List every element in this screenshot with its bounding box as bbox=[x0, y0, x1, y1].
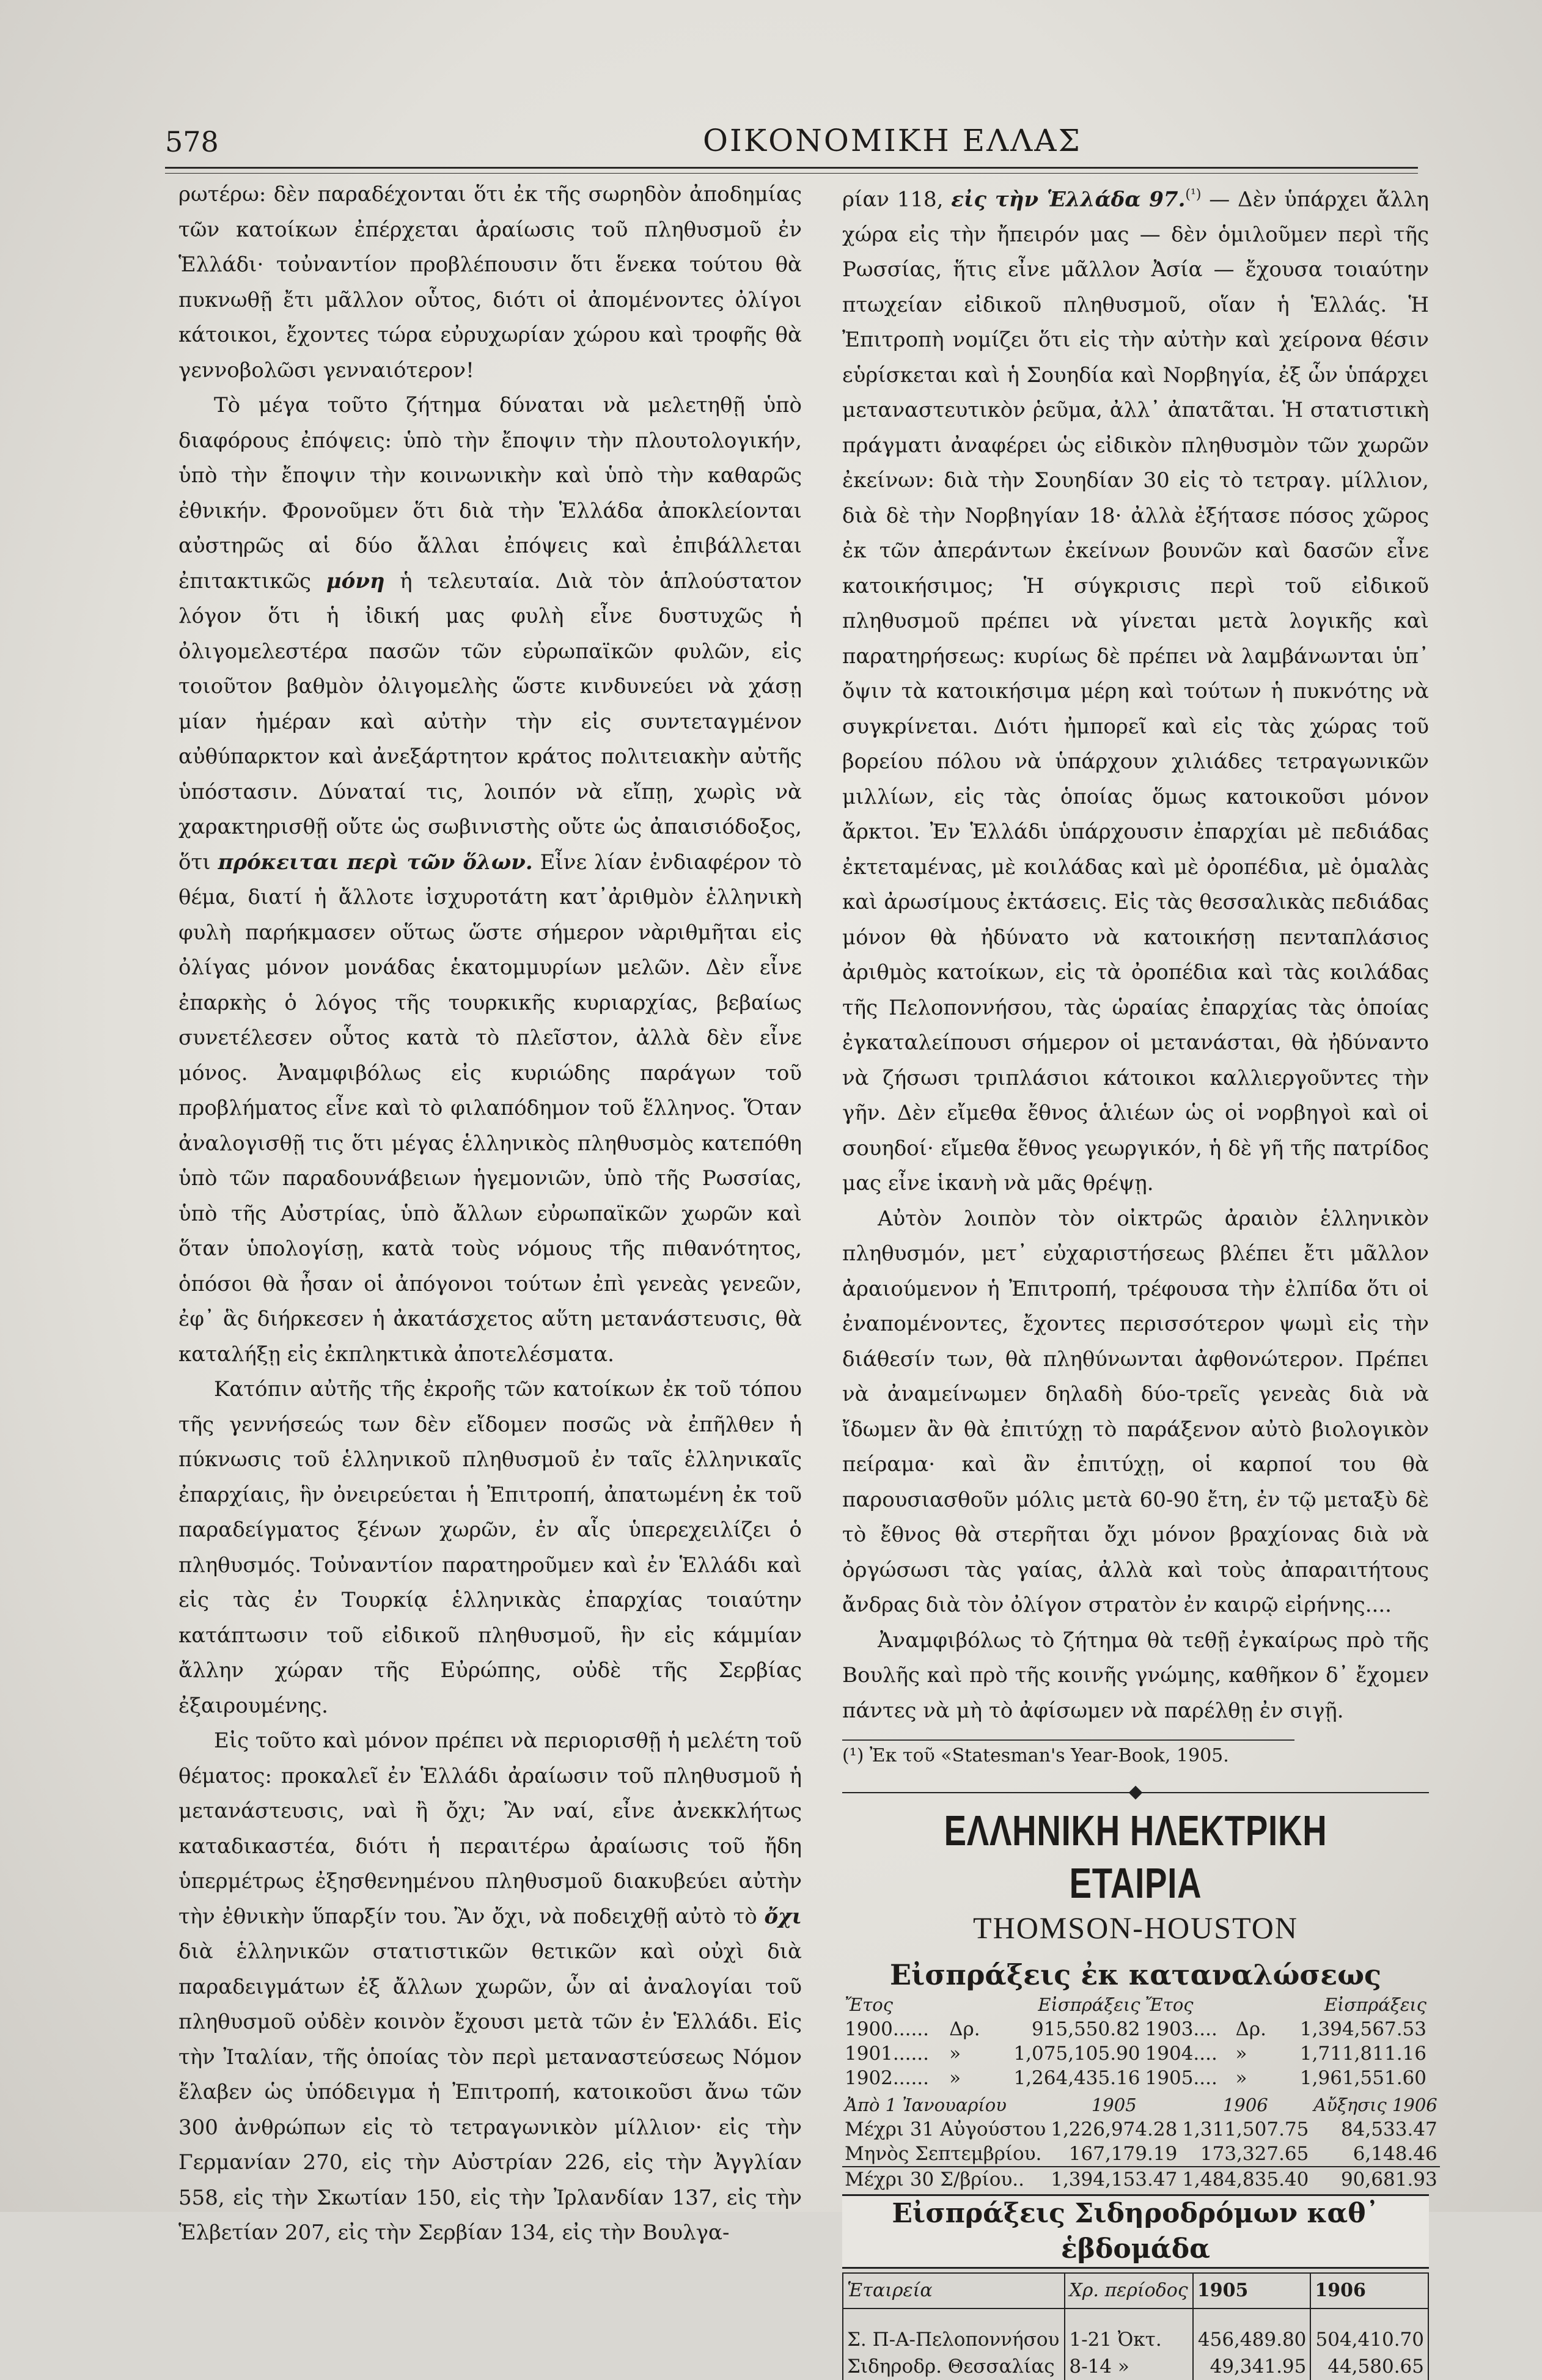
paragraph-text: Κατόπιν αὐτῆς τῆς ἐκροῆς τῶν κατοίκων ἐκ τοῦ τόπου τῆς γεννήσεώς των δὲν εἴδομεν ποσῶς νὰ ἐπῆλθεν ἡ πύκνωσις τοῦ ἑλληνικοῦ πληθυσμοῦ ἐν ταῖς ἑλληνικαῖς ἐπαρχίαις, ἣν ὀνειρεύεται ἡ Ἐπιτροπή, ἀπατωμένη ἐκ τοῦ παραδείγματος ξένων χωρῶν, ἐν αἷς ὑπερεχειλίζει ὁ πληθυσμός. Τοὐναντίον παρατηροῦμεν καὶ ἐν Ἑλλάδι καὶ εἰς τὰς ἐν Τουρκίᾳ ἑλληνικὰς ἐπαρχίας τοιαύτην κατάπτωσιν τοῦ εἰδικοῦ πληθυσμοῦ, ἣν εἰς κάμμίαν ἄλλην χώραν τῆς Εὐρώπης, οὐδὲ τῆς Σερβίας ἐξαιρουμένης. bbox=[178, 1377, 802, 1718]
paragraph-text: Αὐτὸν λοιπὸν τὸν οἰκτρῶς ἀραιὸν ἑλληνικὸν πληθυσμόν, μετ᾽ εὐχαριστήσεως βλέπει ἔτι μᾶλλον ἀραιούμενον ἡ Ἐπιτροπή, τρέφουσα τὴν ἐλπίδα ὅτι οἱ ἐναπομένοντες, ἔχοντες περισσότερον ψωμὶ εἰς τὴν διάθεσίν των, θὰ πληθύνωνται ἀφθονώτερον. Πρέπει νὰ ἀναμείνωμεν δηλαδὴ δύο-τρεῖς γενεὰς διὰ νὰ ἴδωμεν ἂν θὰ ἐπιτύχῃ τὸ παράξενον αὐτὸ βιολογικὸν πείραμα· καὶ ἂν ἐπιτύχῃ, οἱ καρποί του θὰ παρουσιασθοῦν μόλις μετὰ 60-90 ἔτη, ἐν τῷ μεταξὺ δὲ τὸ ἔθνος θὰ στερῆται ὄχι μόνον βραχίονας διὰ νὰ ὀργώσωσι τὰς γαίας, ἀλλὰ καὶ τοὺς ἀπαραιτήτους ἄνδρας διὰ τὸν ὀλίγον στρατὸν ἐν καιρῷ εἰρήνης.... bbox=[842, 1206, 1429, 1618]
paragraph bbox=[178, 177, 802, 388]
paragraph bbox=[178, 388, 802, 1372]
column-header: 1905 bbox=[1091, 2095, 1137, 2116]
table-cell: 1,264,435.16 bbox=[1013, 2067, 1140, 2090]
table-cell: 49,341.95 bbox=[1193, 2353, 1311, 2380]
table-cell: » bbox=[949, 2067, 961, 2090]
header-rule-thin bbox=[165, 173, 1418, 174]
column-header: 1906 bbox=[1222, 2095, 1268, 2116]
table-cell: 90,681.93 bbox=[1340, 2169, 1437, 2191]
paragraph-text: Τὸ μέγα τοῦτο ζήτημα δύναται νὰ μελετηθῇ ὑπὸ διαφόρους ἐπόψεις: ὑπὸ τὴν ἔποψιν τὴν πλουτολογικήν, ὑπὸ τὴν ἔποψιν τὴν κοινωνικὴν καὶ ὑπὸ τὴν καθαρῶς ἐθνικήν. Φρονοῦμεν ὅτι διὰ τὴν Ἑλλάδα ἀποκλείονται αὐστηρῶς αἱ δύο ἄλλαι ἐπόψεις καὶ ἐπιβάλλεται ἐπιτακτικῶς bbox=[178, 393, 802, 593]
table-cell: 1905.... bbox=[1145, 2067, 1217, 2090]
column-header: 1905 bbox=[1193, 2273, 1311, 2308]
paragraph-text: ἡ τελευταία. Διὰ τὸν ἁπλούστατον λόγον ὅτι ἡ ἰδική μας φυλὴ εἶνε δυστυχῶς ἡ ὀλιγομελεστέρα πασῶν τῶν εὐρωπαϊκῶν φυλῶν, εἰς τοιοῦτον βαθμὸν ὀλιγομελὴς ὥστε κινδυνεύει νὰ χάσῃ μίαν ἡμέραν καὶ αὐτὴν τὴν εἰς συντεταγμένον αὐθύπαρκτον καὶ ἀνεξάρτητον κράτος πολιτειακὴν αὐτῆς ὑπόστασιν. Δύναταί τις, λοιπόν νὰ εἴπῃ, χωρὶς νὰ χαρακτηρισθῇ οὔτε ὡς σωβινιστὴς οὔτε ὡς ἀπαισιόδοξος, ὅτι bbox=[178, 568, 802, 875]
table-cell: Σιδηροδρ. Θεσσαλίας bbox=[843, 2353, 1065, 2380]
table-cell: » bbox=[1235, 2067, 1247, 2090]
table-cell: 1,484,835.40 bbox=[1182, 2169, 1309, 2191]
paragraph bbox=[842, 177, 1429, 1202]
table-cell: 456,489.80 bbox=[1193, 2308, 1311, 2353]
table-cell: Μηνὸς Σεπτεμβρίου. bbox=[845, 2143, 1042, 2165]
table-cell: 84,533.47 bbox=[1340, 2118, 1437, 2141]
revenue-heading: Εἰσπράξεις ἐκ καταναλώσεως bbox=[889, 1958, 1382, 1992]
running-title: ΟΙΚΟΝΟΜΙΚΗ ΕΛΛΑΣ bbox=[703, 123, 1082, 158]
table-cell: 1902...... bbox=[845, 2067, 930, 2090]
table-cell: 915,550.82 bbox=[1032, 2018, 1140, 2041]
ornament-icon bbox=[1129, 1786, 1143, 1800]
header-rule bbox=[165, 167, 1418, 169]
table-cell: 1-21 Ὀκτ. bbox=[1065, 2308, 1192, 2353]
emphasis: πρόκειται περὶ τῶν ὅλων. bbox=[218, 850, 533, 875]
table-cell: 1904.... bbox=[1145, 2043, 1217, 2065]
emphasis: ὄχι bbox=[764, 1904, 802, 1929]
table-cell: » bbox=[949, 2043, 961, 2065]
column-header: Εἰσπράξεις bbox=[1038, 1994, 1140, 2016]
table-cell: 167,179.19 bbox=[1068, 2143, 1178, 2165]
paragraph bbox=[842, 1202, 1429, 1623]
table-cell: » bbox=[1235, 2043, 1247, 2065]
table-cell: Δρ. bbox=[949, 2018, 980, 2041]
paragraph-text: διὰ ἑλληνικῶν στατιστικῶν θετικῶν καὶ οὐχὶ διὰ παραδειγμάτων ἐξ ἄλλων χωρῶν, ὧν αἱ ἀναλογίαι τοῦ πληθυσμοῦ οὐδὲν κοινὸν ἔχουσι μετὰ τῶν ἐν Ἑλλάδι. Εἰς τὴν Ἰταλίαν, τῆς ὁποίας τὸν περὶ μεταναστεύσεως Νόμον ἔλαβεν ὡς ὑπόδειγμα ἡ Ἐπιτροπή, κατοικοῦσι ἄνω τῶν 300 ἀνθρώπων εἰς τὸ τετραγωνικὸν μίλλιον· εἰς τὴν Γερμανίαν 270, εἰς τὴν Αὐστρίαν 226, εἰς τὴν Ἀγγλίαν 558, εἰς τὴν Σκωτίαν 150, εἰς τὴν Ἰρλανδίαν 137, εἰς τὴν Ἑλβετίαν 207, εἰς τὴν Σερβίαν 134, εἰς τὴν Βουλγα- bbox=[178, 1939, 802, 2245]
paragraph bbox=[842, 1623, 1429, 1729]
table-cell: 1,311,507.75 bbox=[1182, 2118, 1309, 2141]
column-header: Χρ. περίοδος bbox=[1065, 2273, 1192, 2308]
column-header: Ἔτος bbox=[1145, 1994, 1194, 2016]
table-cell: 1,961,551.60 bbox=[1299, 2067, 1426, 2090]
column-header: Ἀπὸ 1 Ἰανουαρίου bbox=[845, 2095, 1007, 2116]
ad-subtitle: THOMSON-HOUSTON bbox=[973, 1911, 1298, 1945]
table-cell: 1901...... bbox=[845, 2043, 930, 2065]
advertisement bbox=[842, 1792, 1437, 2380]
table-cell: 44,580.65 bbox=[1310, 2353, 1428, 2380]
emphasis: εἰς τὴν Ἑλλάδα 97. bbox=[951, 187, 1186, 212]
column-header: 1906 bbox=[1310, 2273, 1428, 2308]
table-cell: 1,075,105.90 bbox=[1013, 2043, 1140, 2065]
table-cell: Δρ. bbox=[1235, 2018, 1266, 2041]
revenue-table bbox=[842, 1993, 1429, 2090]
table-row bbox=[843, 2308, 1428, 2353]
paragraph bbox=[178, 1724, 802, 2251]
page-header bbox=[165, 101, 1418, 174]
table-cell: 1903.... bbox=[1145, 2018, 1217, 2041]
ad-divider bbox=[842, 1792, 1429, 1793]
period-table bbox=[842, 2093, 1440, 2192]
column-header: Αὔξησις 1906 bbox=[1313, 2095, 1437, 2116]
column-header: Ἑταιρεία bbox=[843, 2273, 1065, 2308]
table-row bbox=[842, 2142, 1440, 2167]
ad-company-name: ΕΛΛΗΝΙΚΗ ΗΛΕΚΤΡΙΚΗ ΕΤΑΙΡΙΑ bbox=[944, 1807, 1327, 1908]
table-row bbox=[842, 2167, 1440, 2192]
table-cell: 1,394,153.47 bbox=[1051, 2169, 1178, 2191]
table-cell: 173,327.65 bbox=[1200, 2143, 1309, 2165]
railway-heading: Εἰσπράξεις Σιδηροδρόμων καθ᾽ ἑβδομάδα bbox=[842, 2194, 1429, 2269]
column-header: Ἔτος bbox=[845, 1994, 893, 2016]
table-row bbox=[842, 2017, 1429, 2041]
emphasis: μόνη bbox=[326, 568, 385, 593]
table-cell: 6,148.46 bbox=[1353, 2143, 1437, 2165]
table-header-row bbox=[843, 2273, 1428, 2308]
footnote-marker: (¹) bbox=[1185, 187, 1202, 202]
paragraph-text: Εἰς τοῦτο καὶ μόνον πρέπει νὰ περιορισθῇ ἡ μελέτη τοῦ θέματος: προκαλεῖ ἐν Ἑλλάδι ἀραίωσιν τοῦ πληθυσμοῦ ἡ μετανάστευσις, ναὶ ἢ ὄχι; Ἂν ναί, εἶνε ἀνεκκλήτως καταδικαστέα, διότι ἡ περαιτέρω ἀραίωσις τοῦ ἤδη ὑπερμέτρως ἐξησθενημένου πληθυσμοῦ διακυβεύει αὐτὴν τὴν ἐθνικὴν ὕπαρξίν του. Ἂν ὄχι, νὰ ποδειχθῇ αὐτὸ τὸ bbox=[178, 1728, 802, 1929]
paragraph-text: Ἀναμφιβόλως τὸ ζήτημα θὰ τεθῇ ἐγκαίρως πρὸ τῆς Βουλῆς καὶ πρὸ τῆς κοινῆς γνώμης, καθῆκον δ᾽ ἔχομεν πάντες νὰ μὴ τὸ ἀφίσωμεν νὰ παρέλθῃ ἐν σιγῇ. bbox=[842, 1628, 1429, 1723]
page-number: 578 bbox=[165, 125, 219, 158]
column-header: Εἰσπράξεις bbox=[1324, 1994, 1426, 2016]
table-row bbox=[843, 2353, 1428, 2380]
paragraph-text: ρίαν 118, bbox=[842, 187, 944, 212]
footnote: (¹) Ἐκ τοῦ «Statesman's Year-Book, 1905. bbox=[842, 1745, 1229, 1767]
table-cell: 1,394,567.53 bbox=[1299, 2018, 1426, 2041]
table-cell: Μέχρι 30 Σ/βρίου.. bbox=[845, 2169, 1025, 2191]
table-row bbox=[842, 2041, 1429, 2066]
paragraph-text: — Δὲν ὑπάρχει ἄλλη χώρα εἰς τὴν ἤπειρόν μας — δὲν ὁμιλοῦμεν περὶ τῆς Ρωσσίας, ἥτις εἶνε μᾶλλον Ἀσία — ἔχουσα τοιαύτην πτωχείαν εἰδικοῦ πληθυσμοῦ, οἵαν ἡ Ἑλλάς. Ἡ Ἐπιτροπὴ νομίζει ὅτι εἰς τὴν αὐτὴν καὶ χείρονα θέσιν εὑρίσκεται καὶ ἡ Σουηδία καὶ Νορβηγία, ἐξ ὧν ὑπάρχει μεταναστευτικὸν ῥεῦμα, ἀλλ᾽ ἀπατᾶται. Ἡ στατιστικὴ πράγματι ἀναφέρει ὡς εἰδικὸν πληθυσμὸν τῶν χωρῶν ἐκείνων: διὰ τὴν Σουηδίαν 30 εἰς τὸ τετραγ. μίλλιον, διὰ δὲ τὴν Νορβηγίαν 18· ἀλλὰ ἐξήτασε πόσος χῶρος ἐκ τῶν ἀπεράντων ἐκείνων βουνῶν καὶ δασῶν εἶνε κατοικήσιμος; Ἡ σύγκρισις περὶ τοῦ εἰδικοῦ πληθυσμοῦ πρέπει νὰ γίνεται μετὰ λογικῆς καὶ παρατηρήσεως: κυρίως δὲ πρέπει νὰ λαμβάνωνται ὑπ᾽ ὄψιν τὰ κατοικήσιμα μέρη καὶ τούτων ἡ πυκνότης νὰ συγκρίνεται. Διότι ἠμπορεῖ καὶ εἰς τὰς χώρας τοῦ βορείου πόλου νὰ ὑπάρχουν χιλιάδες τετραγωνικῶν μιλλίων, εἰς τὰς ὁποίας ὅμως κατοικοῦσι μόνον ἄρκτοι. Ἐν Ἑλλάδι ὑπάρχουσιν ἐπαρχίαι μὲ πεδιάδας ἐκτεταμένας, μὲ κοιλάδας καὶ μὲ ὀροπέδια, μὲ ὁμαλὰς καὶ ἀρωσίμους ἐκτάσεις. Εἰς τὰς θεσσαλικὰς πεδιάδας μόνον θὰ ἠδύνατο νὰ κατοικήσῃ πενταπλάσιος ἀριθμὸς κατοίκων, εἰς τὰ ὀροπέδια καὶ τὰς κοιλάδας τῆς Πελοποννήσου, τὰς ὡραίας ἐπαρχίας τὰς ὁποίας ἐγκαταλείπουσι σήμερον οἱ μετανάσται, θὰ ἠδύναντο νὰ ζήσωσι τριπλάσιοι κάτοικοι καλλιεργοῦντες τὴν γῆν. Δὲν εἴμεθα ἔθνος ἁλιέων ὡς οἱ νορβηγοὶ καὶ οἱ σουηδοί· εἴμεθα ἔθνος γεωργικόν, ἡ δὲ γῆ τῆς πατρίδος μας εἶνε ἱκανὴ νὰ μᾶς θρέψῃ. bbox=[842, 187, 1429, 1196]
table-cell: 8-14 » bbox=[1065, 2353, 1192, 2380]
table-cell: Μέχρι 31 Αὐγούστου bbox=[845, 2118, 1046, 2141]
right-column bbox=[842, 177, 1437, 2380]
table-row bbox=[842, 2117, 1440, 2142]
table-cell: 504,410.70 bbox=[1310, 2308, 1428, 2353]
table-cell: 1,711,811.16 bbox=[1299, 2043, 1426, 2065]
paragraph-text: Εἶνε λίαν ἐνδιαφέρον τὸ θέμα, διατί ἡ ἄλλοτε ἰσχυροτάτη κατ᾽ἀριθμὸν ἑλληνικὴ φυλὴ παρήκμασεν οὕτως ὥστε σήμερον νὰριθμῆται εἰς ὀλίγας μόνον μονάδας ἑκατομμυρίων μελῶν. Δὲν εἶνε ἐπαρκὴς ὁ λόγος τῆς τουρκικῆς κυριαρχίας, βεβαίως συνετέλεσεν οὗτος κατὰ τὸ πλεῖστον, ἀλλὰ δὲν εἶνε μόνος. Ἀναμφιβόλως εἰς κυριώδης παράγων τοῦ προβλήματος εἶνε καὶ τὸ φιλαπόδημον τοῦ ἕλληνος. Ὅταν ἀναλογισθῇ τις ὅτι μέγας ἑλληνικὸς πληθυσμὸς κατεπόθη ὑπὸ τῶν παραδουνάβειων ἡγεμονιῶν, ὑπὸ τῆς Ρωσσίας, ὑπὸ τῆς Αὐστρίας, ὑπὸ ἄλλων εὐρωπαϊκῶν χωρῶν καὶ ὅταν ὑπολογίσῃ, κατὰ τοὺς νόμους τῆς πιθανότητος, ὁπόσοι θὰ ἦσαν οἱ ἀπόγονοι τούτων ἐπὶ γενεὰς γενεῶν, ἐφ᾽ ἃς διήρκεσεν ἡ ἀκατάσχετος αὕτη μετανάστευσις, θὰ καταλήξῃ εἰς ἐκπληκτικὰ ἀποτελέσματα. bbox=[178, 850, 802, 1367]
paragraph bbox=[178, 1372, 802, 1724]
table-row bbox=[842, 2066, 1429, 2090]
left-column bbox=[178, 177, 802, 2251]
table-cell: 1,226,974.28 bbox=[1051, 2118, 1178, 2141]
railway-table bbox=[842, 2272, 1429, 2380]
table-cell: 1900...... bbox=[845, 2018, 930, 2041]
table-header-row bbox=[842, 2093, 1440, 2117]
paragraph-text: ρωτέρω: δὲν παραδέχονται ὅτι ἐκ τῆς σωρηδὸν ἀποδημίας τῶν κατοίκων ἐπέρχεται ἀραίωσις τοῦ πληθυσμοῦ ἐν Ἑλλάδι· τοὐναντίον προβλέπουσιν ὅτι ἕνεκα τούτου θὰ πυκνωθῇ ἔτι μᾶλλον οὗτος, διότι οἱ ἀπομένοντες ὀλίγοι κάτοικοι, ἔχοντες τώρα εὐρυχωρίαν χώρου καὶ τροφῆς θὰ γεννοβολῶσι γενναιότερον! bbox=[178, 182, 802, 383]
table-cell: Σ. Π-Α-Πελοποννήσου bbox=[843, 2308, 1065, 2353]
table-header-row bbox=[842, 1993, 1429, 2017]
